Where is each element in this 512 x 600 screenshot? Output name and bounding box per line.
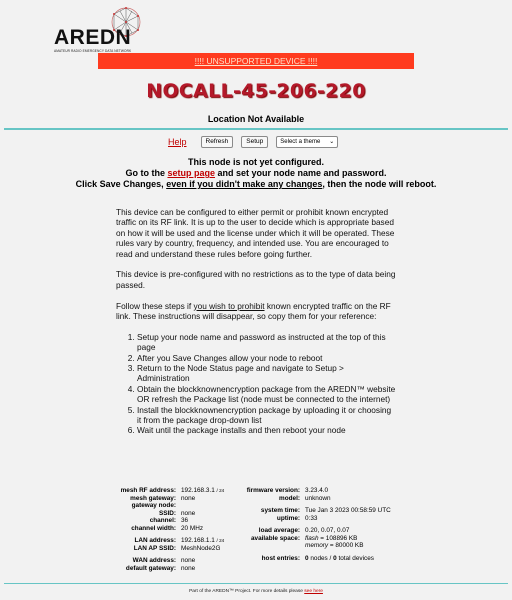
ip-value: 192.168.1.1 bbox=[181, 537, 215, 544]
footer bbox=[0, 589, 512, 594]
status-left bbox=[90, 487, 224, 572]
ssid-value: none bbox=[181, 509, 196, 517]
netmask: / 24 bbox=[216, 488, 225, 493]
info-paragraph-2: This device is pre-configured with no restrictions as to the type of data being passed. bbox=[116, 269, 396, 290]
uptime-label: uptime: bbox=[276, 514, 300, 522]
channel-width-value: 20 MHz bbox=[181, 524, 204, 532]
info-emphasis: you wish to prohibit bbox=[193, 300, 265, 311]
default-gateway-label: default gateway: bbox=[125, 564, 176, 572]
node-name: NOCALL-45-206-220 bbox=[146, 80, 366, 102]
node-location: Location Not Available bbox=[207, 114, 305, 124]
nodes-text: nodes / bbox=[310, 554, 332, 562]
info-text: known encrypted traffic on the RF link. These instructions will disappear, so copy them for your reference: bbox=[116, 300, 391, 322]
theme-select[interactable] bbox=[276, 136, 338, 148]
lan-ap-ssid-value: MeshNode2G bbox=[181, 544, 221, 552]
channel-value: 36 bbox=[181, 517, 189, 524]
notice-text: , then the node will reboot. bbox=[322, 179, 437, 189]
host-entries-label: host entries: bbox=[261, 554, 300, 562]
aredn-logo bbox=[54, 6, 144, 54]
info-text: Follow these steps if bbox=[116, 300, 192, 311]
mesh-gateway-label: mesh gateway: bbox=[130, 494, 176, 502]
help-link[interactable]: Help bbox=[168, 137, 187, 147]
firmware-version-value: 3.23.4.0 bbox=[305, 487, 329, 494]
list-item: 6. Wait until the package installs and then reboot your node bbox=[137, 425, 396, 435]
setup-page-link[interactable]: setup page bbox=[167, 168, 215, 178]
mesh-rf-address-label: mesh RF address: bbox=[120, 487, 176, 494]
theme-select-value: Select a theme bbox=[280, 139, 321, 145]
memory-space-value bbox=[300, 542, 363, 550]
load-average-label: load average: bbox=[258, 527, 300, 534]
ssid-label: SSID: bbox=[158, 509, 176, 517]
channel-width-label: channel width: bbox=[131, 524, 176, 532]
wan-address-value: none bbox=[181, 557, 196, 564]
divider bbox=[4, 128, 508, 130]
model-label: model: bbox=[279, 494, 300, 502]
flash-space-value bbox=[300, 535, 357, 543]
ip-value: 192.168.3.1 bbox=[181, 487, 215, 494]
notice-line-3 bbox=[0, 179, 512, 190]
logo-text: AREDN bbox=[54, 26, 132, 49]
nav-bar bbox=[168, 134, 338, 150]
list-item: 1. Setup your node name and password as instructed at the top of this page bbox=[137, 332, 396, 353]
list-item: 3. Return to the Node Status page and navigate to Setup > Administration bbox=[137, 363, 396, 384]
flash-label: flash bbox=[305, 534, 319, 542]
notice-text: Go to the bbox=[125, 168, 165, 178]
system-time-value: Tue Jan 3 2023 00:58:59 UTC bbox=[305, 507, 391, 514]
notice-text: and set your node name and password. bbox=[217, 168, 387, 178]
info-paragraph-3 bbox=[116, 301, 396, 322]
see-here-link[interactable]: see here bbox=[304, 589, 323, 594]
setup-notice bbox=[0, 157, 512, 190]
flash-amount: = 108896 KB bbox=[320, 534, 358, 542]
firmware-version-label: firmware version: bbox=[246, 487, 300, 494]
gateway-node-value bbox=[176, 502, 181, 510]
available-space-label: available space: bbox=[250, 534, 300, 542]
device-count: 0 bbox=[333, 554, 337, 562]
memory-amount: = 80000 KB bbox=[329, 542, 364, 549]
notice-line-2 bbox=[0, 168, 512, 179]
lan-ap-ssid-label: LAN AP SSID: bbox=[133, 544, 176, 552]
load-average-value: 0.20, 0.07, 0.07 bbox=[305, 527, 350, 534]
devices-text: total devices bbox=[338, 554, 374, 562]
uptime-value: 0:33 bbox=[305, 514, 318, 522]
chevron-down-icon: ⌄ bbox=[329, 139, 335, 145]
list-item: 5. Install the blockknownencryption package by uploading it or choosing it from the package drop-down list bbox=[137, 405, 396, 426]
node-count: 0 bbox=[305, 554, 309, 562]
notice-text: Click Save Changes, bbox=[75, 179, 164, 189]
list-item: 4. Obtain the blockknownencryption package from the AREDN™ website OR refresh the Package list (node must be connected to the internet) bbox=[137, 384, 396, 405]
footer-divider bbox=[4, 583, 508, 584]
list-item: 2. After you Save Changes allow your node to reboot bbox=[137, 353, 396, 363]
setup-button[interactable]: Setup bbox=[241, 136, 268, 148]
status-right bbox=[232, 487, 391, 562]
host-entries-value bbox=[300, 555, 374, 563]
mesh-gateway-value: none bbox=[181, 494, 196, 502]
gateway-node-label: gateway node: bbox=[131, 502, 176, 509]
default-gateway-value: none bbox=[181, 564, 196, 572]
notice-emphasis: even if you didn't make any changes bbox=[166, 179, 323, 189]
logo-subtitle: AMATEUR RADIO EMERGENCY DATA NETWORK bbox=[54, 49, 132, 53]
unsupported-device-banner[interactable]: !!!! UNSUPPORTED DEVICE !!!! bbox=[98, 53, 414, 69]
encryption-info bbox=[116, 207, 396, 436]
info-paragraph-1: This device can be configured to either permit or prohibit known encrypted traffic on its RF link. It is up to the user to decide which is appropriate based on how it will be used and the license under which it will be operated. These rules vary by country, frequency, and intended use. You are encouraged to read and understand these rules before going further. bbox=[116, 207, 395, 259]
notice-line-1: This node is not yet configured. bbox=[187, 157, 324, 167]
steps-list bbox=[116, 332, 396, 436]
wan-address-label: WAN address: bbox=[132, 557, 176, 564]
model-value: unknown bbox=[305, 494, 331, 502]
footer-text: Part of the AREDN™ Project. For more details please bbox=[189, 589, 303, 594]
memory-label: memory bbox=[305, 542, 329, 549]
channel-label: channel: bbox=[149, 517, 176, 524]
mesh-rf-address-value bbox=[176, 487, 224, 495]
netmask: / 24 bbox=[216, 538, 225, 543]
refresh-button[interactable]: Refresh bbox=[201, 136, 234, 148]
lan-address-value bbox=[176, 537, 224, 545]
system-time-label: system time: bbox=[260, 507, 300, 514]
lan-address-label: LAN address: bbox=[134, 537, 176, 544]
